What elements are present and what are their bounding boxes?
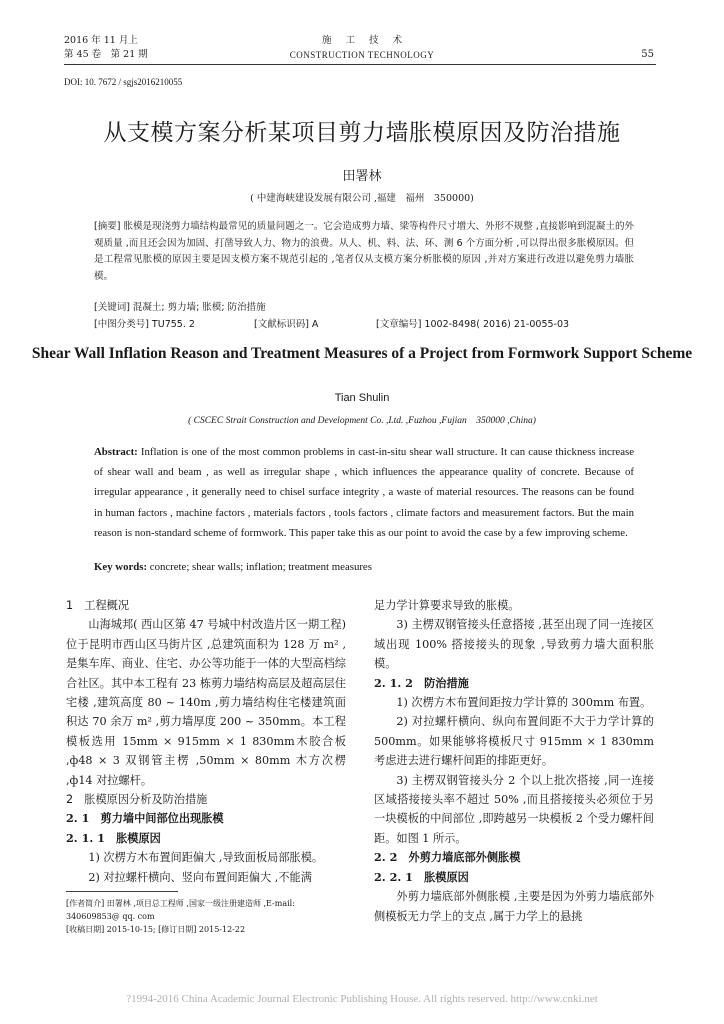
- article-number: [文章编号] 1002-8498( 2016) 21-0055-03: [376, 319, 570, 330]
- footnote: [66, 897, 348, 936]
- list-item: 1) 次楞方木布置间距按力学计算的 300mm 布置。: [396, 696, 652, 710]
- copyright-watermark: ?1994-2016 China Academic Journal Electronic Publishing House. All rights reserved. http://www.cnki.net: [126, 993, 598, 1005]
- affiliation-en: ( CSCEC Strait Construction and Development Co. ,Ltd. ,Fuzhou ,Fujian 350000 ,China): [188, 416, 536, 426]
- author-zh: 田署林: [342, 169, 382, 184]
- keywords-en: [94, 561, 372, 573]
- header-rule: [64, 64, 656, 65]
- subsection-heading: 2. 1. 2 防治措施: [374, 675, 469, 690]
- body-column-left: [66, 596, 346, 887]
- page-number: 55: [641, 49, 654, 60]
- abstract-zh: [摘要] 胀模是现浇剪力墙结构最常见的质量问题之一。它会造成剪力墙、梁等构件尺寸增大、外形不规整 ,直接影响到混凝土的外观质量 ,而且还会因为加固、打凿导致人力、物力的浪费。从人、机、料、法、环、测 6 个方面分析 ,可以得出很多胀模原因。但是工程常见胀模的原因主要是因支模方案不规范引起的 ,笔者仅从支模方案分析胀模的原因 ,并对方案进行改进以避免剪力墙胀模。: [94, 221, 634, 282]
- subsection-heading: 2. 2 外剪力墙底部外侧胀模: [374, 850, 521, 865]
- list-item: 1) 次楞方木布置间距偏大 ,导致面板局部胀模。: [88, 851, 324, 865]
- article-title-zh: 从支模方案分析某项目剪力墙胀模原因及防治措施: [103, 120, 621, 146]
- abstract-en: [94, 442, 634, 543]
- subsection-heading: 2. 1. 1 胀模原因: [66, 830, 161, 845]
- issue-date: 2016 年 11 月上: [64, 35, 138, 46]
- journal-name-zh: 施工技术: [321, 35, 416, 46]
- list-item: 3) 主楞双钢管接头分 2 个以上批次搭接 ,同一连接区域搭接接头率不超过 50% ,而且搭接接头必须位于另一块模板的中间部位 ,即跨越另一块模板 2 个受力螺杆间距。如图 1 所示。: [374, 773, 654, 845]
- journal-name-en: CONSTRUCTION TECHNOLOGY: [289, 50, 435, 60]
- list-item: 2) 对拉螺杆横向、竖向布置间距偏大 ,不能满: [88, 870, 312, 884]
- subsection-heading: 2. 2. 1 胀模原因: [374, 869, 469, 884]
- body-column-right: [374, 596, 654, 926]
- list-item: 2) 对拉螺杆横向、纵向布置间距不大于力学计算的 500mm。如果能够将模板尺寸 915mm × 1 830mm考虑进去进行螺杆间距的排距更好。: [374, 715, 654, 768]
- author-note: [作者简介] 田署林 ,项目总工程师 ,国家一级注册建造师 ,E-mail: 340609853@ qq. com: [66, 899, 295, 921]
- keywords-en-text: concrete; shear walls; inflation; treatment measures: [149, 561, 372, 573]
- abstract-en-label: Abstract:: [94, 446, 138, 458]
- running-header-journal: [0, 34, 724, 62]
- keywords-en-label: Key words:: [94, 561, 148, 573]
- abstract-en-text: Inflation is one of the most common problems in cast-in-situ shear wall structure. It can cause thickness increase of shear wall and beam , as well as irregular shape , which influences the appearance quality of concrete. Because of irregular appearance , it generally need to chisel surface integrity , a waste of material resources. The reasons can be found in human factors , machine factors , materials factors , tools factors , climate factors and measurement factors. But the main reason is non-standard scheme of formwork. This paper take this as our point to avoid the case by a few improving scheme.: [94, 446, 634, 539]
- article-title-en: Shear Wall Inflation Reason and Treatment Measures of a Project from Formwork Support Scheme: [31, 345, 693, 362]
- paragraph: 外剪力墙底部外侧胀模 ,主要是因为外剪力墙底部外侧模板无力学上的支点 ,属于力学上的悬挑: [374, 890, 654, 923]
- document-code: [文献标识码] A: [254, 319, 319, 330]
- paragraph: 足力学计算要求导致的胀模。: [374, 599, 520, 612]
- subsection-heading: 2. 1 剪力墙中间部位出现胀模: [66, 811, 224, 826]
- paragraph: 山海城邦( 西山区第 47 号城中村改造片区一期工程) 位于昆明市西山区马街片区 ,总建筑面积为 128 万 m² ,是集车库、商业、住宅、办公等功能于一体的大型高档综合社区。其中本工程有 23 栋剪力墙结构高层及超高层住宅楼 ,建筑高度 80 ~ 140m ,剪力墙结构住宅楼建筑面积达 70 余万 m² ,剪力墙厚度 200 ~ 350mm。本工程模板选用 15mm × 915mm × 1 830mm木胶合板 ,ф48 × 3 双钢管主楞 ,50mm × 80mm 木方次楞 ,ф14 对拉螺杆。: [66, 618, 346, 787]
- list-item: 3) 主楞双钢管接头任意搭接 ,甚至出现了同一连接区域出现 100% 搭接接头的现象 ,导致剪力墙大面积胀模。: [374, 618, 654, 671]
- classification-number: [中图分类号] TU755. 2: [94, 319, 195, 330]
- affiliation-zh: ( 中建海峡建设发展有限公司 ,福建 福州 350000): [250, 193, 474, 204]
- footnote-rule: [66, 891, 178, 892]
- doi: DOI: 10. 7672 / sgjs2016210055: [64, 77, 183, 87]
- issue-volume: 第 45 卷 第 21 期: [64, 49, 148, 60]
- received-dates: [收稿日期] 2015-10-15; [修订日期] 2015-12-22: [66, 925, 246, 934]
- keywords-zh: [关键词] 混凝土; 剪力墙; 胀模; 防治措施: [94, 302, 266, 313]
- section-heading: 2 胀模原因分析及防治措施: [66, 793, 208, 807]
- section-heading: 1 工程概况: [66, 599, 130, 612]
- author-en: Tian Shulin: [334, 392, 390, 404]
